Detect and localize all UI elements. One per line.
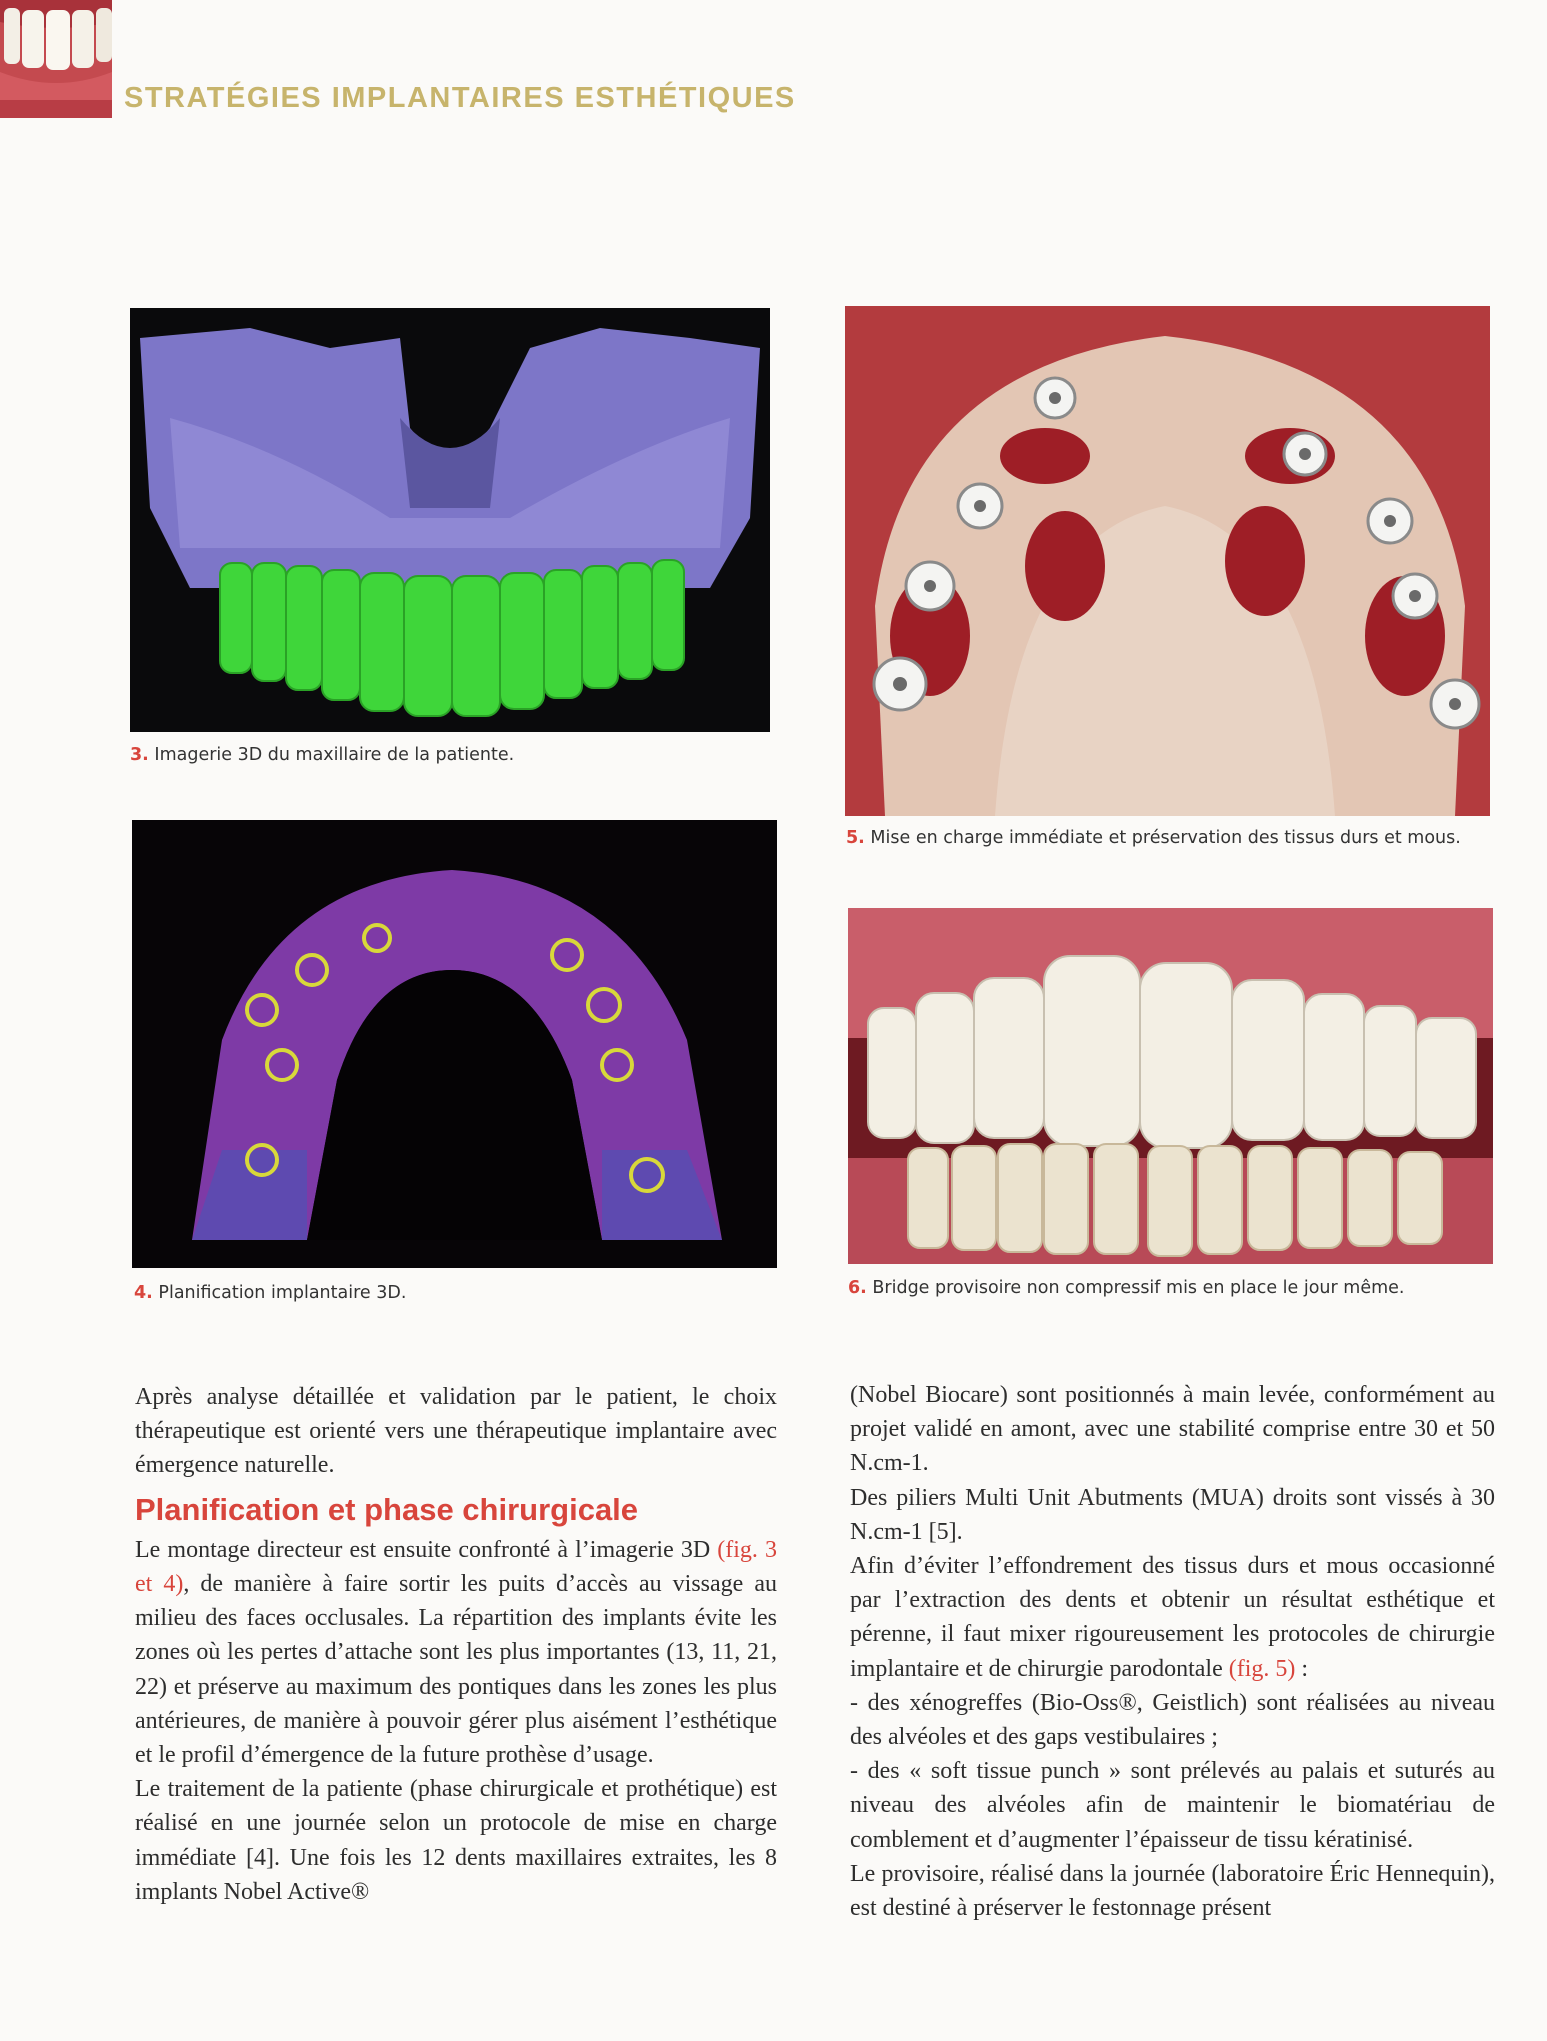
figure-5-caption: 5. Mise en charge immédiate et préservation des tissus durs et mous. xyxy=(846,828,1461,848)
left-paragraph-1: Le montage directeur est ensuite confronté à l’imagerie 3D (fig. 3 et 4), de manière à faire sortir les puits d’accès au vissage au milieu des faces occlusales. La répartition des implants évite les zones où les pertes d’attache sont les plus importantes (13, 11, 21, 22) et préserve au maximum des pontiques dans les zones les plus antérieures, de manière à pouvoir gérer plus aisément l’esthétique et le profil d’émergence de la future prothèse d’usage. xyxy=(135,1536,777,1769)
right-column xyxy=(850,1378,1495,1925)
left-column xyxy=(135,1380,777,1909)
figure-reference-3-4[interactable]: (fig. 3 et 4) xyxy=(135,1536,777,1598)
right-paragraph-3: Afin d’éviter l’effondrement des tissus durs et mous occasionné par l’extraction des dents et obtenir un résultat esthétique et pérenne, il faut mixer rigoureusement les protocoles de chirurgie implantaire et de chirurgie parodontale (fig. 5) : xyxy=(850,1553,1495,1682)
right-paragraph-2: Des piliers Multi Unit Abutments (MUA) droits sont vissés à 30 N.cm-1 [5]. xyxy=(850,1484,1495,1545)
figure-reference-5[interactable]: (fig. 5) xyxy=(1228,1655,1296,1682)
figure-4-caption: 4. Planification implantaire 3D. xyxy=(134,1283,407,1303)
figure-3-caption: 3. Imagerie 3D du maxillaire de la patiente. xyxy=(130,745,515,765)
figure-5-image xyxy=(845,306,1490,816)
figure-4-image xyxy=(132,820,777,1268)
bullet-item-2: - des « soft tissue punch » sont prélevés au palais et suturés au niveau des alvéoles afin de maintenir le biomatériau de comblement et d’augmenter l’épaisseur de tissu kératinisé. xyxy=(850,1758,1495,1853)
right-paragraph-1: (Nobel Biocare) sont positionnés à main levée, conformément au projet validé en amont, avec une stabilité comprise entre 30 et 50 N.cm-1. xyxy=(850,1382,1495,1477)
figure-6-caption: 6. Bridge provisoire non compressif mis en place le jour même. xyxy=(848,1278,1405,1298)
section-title: Planification et phase chirurgicale xyxy=(135,1491,639,1527)
bullet-item-1: - des xénogreffes (Bio-Oss®, Geistlich) sont réalisées au niveau des alvéoles et des gaps vestibulaires ; xyxy=(850,1689,1495,1751)
header-smile-thumbnail xyxy=(0,0,112,118)
left-paragraph-2: Le traitement de la patiente (phase chirurgicale et prothétique) est réalisé en une journée selon un protocole de mise en charge immédiate [4]. Une fois les 12 dents maxillaires extraites, les 8 implants Nobel Active® xyxy=(135,1776,777,1905)
right-paragraph-4: Le provisoire, réalisé dans la journée (laboratoire Éric Hennequin), est destiné à préserver le festonnage présent xyxy=(850,1860,1495,1922)
figure-3-image xyxy=(130,308,770,732)
intro-paragraph: Après analyse détaillée et validation par le patient, le choix thérapeutique est orienté vers une thérapeutique implantaire avec émergence naturelle. xyxy=(135,1384,777,1479)
figure-6-image xyxy=(848,908,1493,1264)
running-head: STRATÉGIES IMPLANTAIRES ESTHÉTIQUES xyxy=(124,82,796,114)
